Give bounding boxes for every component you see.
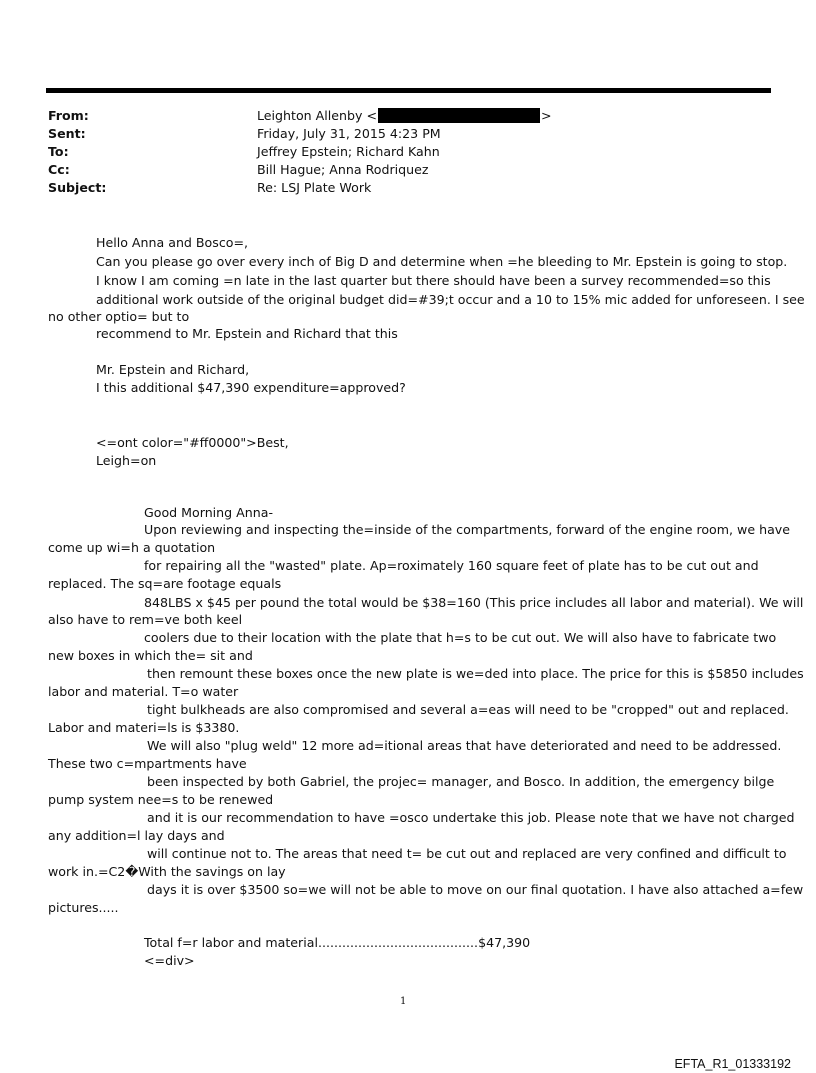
body-line: I this additional $47,390 expenditure=approved?	[96, 380, 406, 395]
quote-line: <=div>	[144, 953, 195, 968]
quote-line: will continue not to. The areas that need t= be cut out and replaced are very confined and difficult to	[147, 846, 787, 861]
signature: Leigh=on	[96, 453, 157, 468]
to-value: Jeffrey Epstein; Richard Kahn	[257, 144, 440, 159]
quote-line: new boxes in which the= sit and	[48, 648, 253, 663]
sent-value: Friday, July 31, 2015 4:23 PM	[257, 126, 441, 141]
quote-line: days it is over $3500 so=we will not be able to move on our final quotation. I have also attached a=few	[147, 882, 804, 897]
body-line: Hello Anna and Bosco=,	[96, 235, 249, 250]
to-label: To:	[48, 144, 69, 159]
body-line: Mr. Epstein and Richard,	[96, 362, 250, 377]
quote-line: labor and material. T=o water	[48, 684, 239, 699]
document-id: EFTA_R1_01333192	[674, 1057, 791, 1071]
from-label: From:	[48, 108, 89, 123]
from-name: Leighton Allenby <	[257, 108, 377, 123]
quote-line: also have to rem=ve both keel	[48, 612, 243, 627]
quote-line: come up wi=h a quotation	[48, 540, 216, 555]
quote-line: We will also "plug weld" 12 more ad=itional areas that have deteriorated and need to be addressed.	[147, 738, 782, 753]
quote-line: Labor and materi=ls is $3380.	[48, 720, 240, 735]
quote-line: 848LBS x $45 per pound the total would be $38=160 (This price includes all labor and material). We will	[144, 595, 804, 610]
quote-line: Good Morning Anna-	[144, 505, 273, 520]
quote-line: These two c=mpartments have	[48, 756, 247, 771]
subject-value: Re: LSJ Plate Work	[257, 180, 372, 195]
quote-line: for repairing all the "wasted" plate. Ap=roximately 160 square feet of plate has to be cut out and	[144, 558, 759, 573]
quote-line: pump system nee=s to be renewed	[48, 792, 274, 807]
subject-label: Subject:	[48, 180, 107, 195]
page-number: 1	[400, 996, 407, 1007]
quote-line: replaced. The sq=are footage equals	[48, 576, 282, 591]
quote-line: and it is our recommendation to have =osco undertake this job. Please note that we have not charged	[147, 810, 795, 825]
quote-line: then remount these boxes once the new plate is we=ded into place. The price for this is $5850 includes	[147, 666, 804, 681]
body-line: Can you please go over every inch of Big D and determine when =he bleeding to Mr. Epstein is going to stop.	[96, 254, 788, 269]
redaction-box	[378, 108, 540, 123]
body-line: no other optio= but to	[48, 309, 190, 324]
body-line: recommend to Mr. Epstein and Richard that this	[96, 326, 398, 341]
header-rule	[46, 88, 771, 93]
quote-line: pictures.....	[48, 900, 119, 915]
total-line: Total f=r labor and material........................................$47,390	[144, 935, 531, 950]
from-close: >	[541, 108, 552, 123]
quote-line: coolers due to their location with the plate that h=s to be cut out. We will also have to fabricate two	[144, 630, 777, 645]
sent-label: Sent:	[48, 126, 86, 141]
quote-line: Upon reviewing and inspecting the=inside of the compartments, forward of the engine room, we have	[144, 522, 790, 537]
body-line: additional work outside of the original budget did=#39;t occur and a 10 to 15% mic added for unforeseen. I see	[96, 292, 805, 307]
quote-line: any addition=l lay days and	[48, 828, 225, 843]
cc-label: Cc:	[48, 162, 70, 177]
quote-line: been inspected by both Gabriel, the projec= manager, and Bosco. In addition, the emergency bilge	[147, 774, 775, 789]
from-value	[257, 108, 552, 123]
quote-line: tight bulkheads are also compromised and several a=eas will need to be "cropped" out and replaced.	[147, 702, 789, 717]
body-line: I know I am coming =n late in the last quarter but there should have been a survey recommended=so this	[96, 273, 771, 288]
quote-line: work in.=C2�With the savings on lay	[48, 864, 286, 879]
body-line: <=ont color="#ff0000">Best,	[96, 435, 289, 450]
cc-value: Bill Hague; Anna Rodriquez	[257, 162, 429, 177]
